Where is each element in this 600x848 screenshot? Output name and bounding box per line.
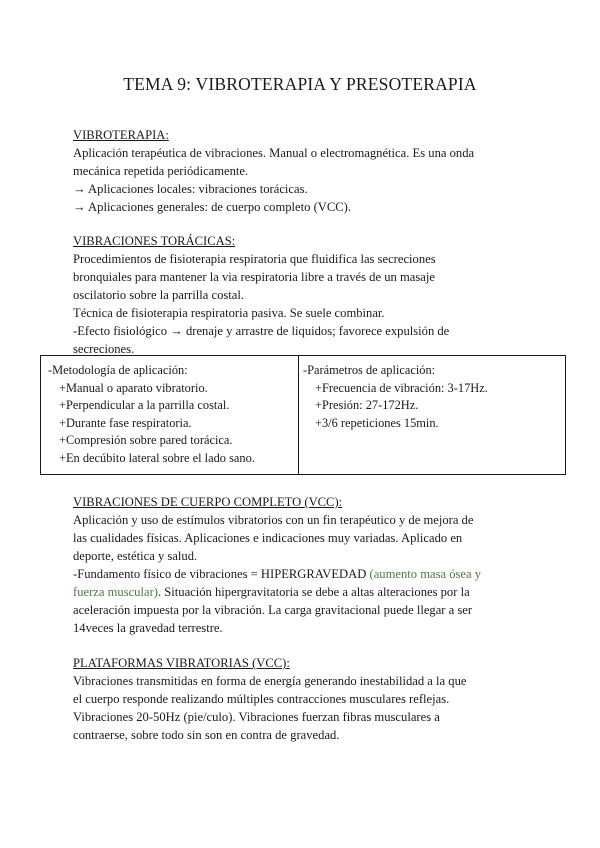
section-heading: VIBRACIONES TORÁCICAS: bbox=[73, 234, 236, 248]
list-item: +Presión: 27-172Hz. bbox=[315, 398, 419, 412]
paragraph-line: secreciones. bbox=[73, 342, 135, 356]
list-item: +Durante fase respiratoria. bbox=[59, 415, 192, 430]
column-title: -Parámetros de aplicación: bbox=[303, 363, 436, 377]
text-span: -Fundamento físico de vibraciones = HIPERGRAVEDAD bbox=[73, 567, 370, 581]
paragraph-line: oscilatorio sobre la parrilla costal. bbox=[73, 288, 245, 302]
parameters-column bbox=[299, 356, 565, 474]
section-heading: PLATAFORMAS VIBRATORIAS (VCC): bbox=[73, 656, 290, 670]
paragraph-line: → Aplicaciones locales: vibraciones torácicas. bbox=[73, 182, 308, 196]
paragraph-line: 14veces la gravedad terrestre. bbox=[73, 621, 223, 635]
application-table bbox=[40, 355, 566, 475]
methodology-column bbox=[41, 356, 299, 474]
paragraph-line: el cuerpo responde realizando múltiples contracciones musculares reflejas. bbox=[73, 692, 450, 706]
paragraph-line: deporte, estética y salud. bbox=[73, 549, 198, 563]
paragraph-line: → Aplicaciones generales: de cuerpo completo (VCC). bbox=[73, 200, 352, 214]
section-vibraciones-toracicas bbox=[73, 232, 543, 358]
paragraph-line: las cualidades físicas. Aplicaciones e indicaciones muy variadas. Aplicado en bbox=[73, 531, 463, 545]
paragraph-line: Aplicación terapéutica de vibraciones. Manual o electromagnética. Es una onda bbox=[73, 146, 475, 160]
paragraph-line: contraerse, sobre todo sin son en contra de gravedad. bbox=[73, 728, 340, 742]
paragraph-line: Vibraciones 20-50Hz (pie/culo). Vibraciones fuerzan fibras musculares a bbox=[73, 710, 440, 724]
section-vcc bbox=[73, 493, 543, 637]
list-item: +Frecuencia de vibración: 3-17Hz. bbox=[315, 380, 488, 395]
list-item: +En decúbito lateral sobre el lado sano. bbox=[59, 450, 255, 465]
paragraph-line: Procedimientos de fisioterapia respiratoria que fluidifica las secreciones bbox=[73, 252, 436, 266]
paragraph-line: Aplicación y uso de estímulos vibratorios con un fin terapéutico y de mejora de bbox=[73, 513, 474, 527]
section-heading: VIBRACIONES DE CUERPO COMPLETO (VCC): bbox=[73, 495, 343, 509]
highlighted-text: fuerza muscular) bbox=[73, 585, 158, 599]
text-span: . Situación hipergravitatoria se debe a altas alteraciones por la bbox=[157, 585, 470, 599]
paragraph-line: Vibraciones transmitidas en forma de energía generando inestabilidad a la que bbox=[73, 674, 467, 688]
list-item: +Manual o aparato vibratorio. bbox=[59, 380, 208, 395]
list-item: +Compresión sobre pared torácica. bbox=[59, 433, 233, 447]
paragraph-line: bronquiales para mantener la via respiratoria libre a través de un masaje bbox=[73, 270, 435, 284]
paragraph-line: aceleración impuesta por la vibración. La carga gravitacional puede llegar a ser bbox=[73, 603, 473, 617]
highlighted-text: (aumento masa ósea y bbox=[369, 567, 482, 581]
paragraph-line bbox=[73, 565, 543, 583]
paragraph-line: -Efecto fisiológico → drenaje y arrastre de liquidos; favorece expulsión de bbox=[73, 324, 450, 338]
section-vibroterapia bbox=[73, 126, 543, 216]
column-title: -Metodología de aplicación: bbox=[48, 363, 188, 377]
paragraph-line bbox=[73, 583, 543, 601]
paragraph-line: mecánica repetida periódicamente. bbox=[73, 164, 249, 178]
document-title: TEMA 9: VIBROTERAPIA Y PRESOTERAPIA bbox=[123, 74, 477, 94]
section-plataformas bbox=[73, 654, 543, 744]
list-item: +Perpendicular a la parrilla costal. bbox=[59, 398, 230, 412]
paragraph-line: Técnica de fisioterapia respiratoria pasiva. Se suele combinar. bbox=[73, 306, 385, 320]
section-heading: VIBROTERAPIA: bbox=[73, 128, 169, 142]
list-item: +3/6 repeticiones 15min. bbox=[315, 415, 439, 430]
